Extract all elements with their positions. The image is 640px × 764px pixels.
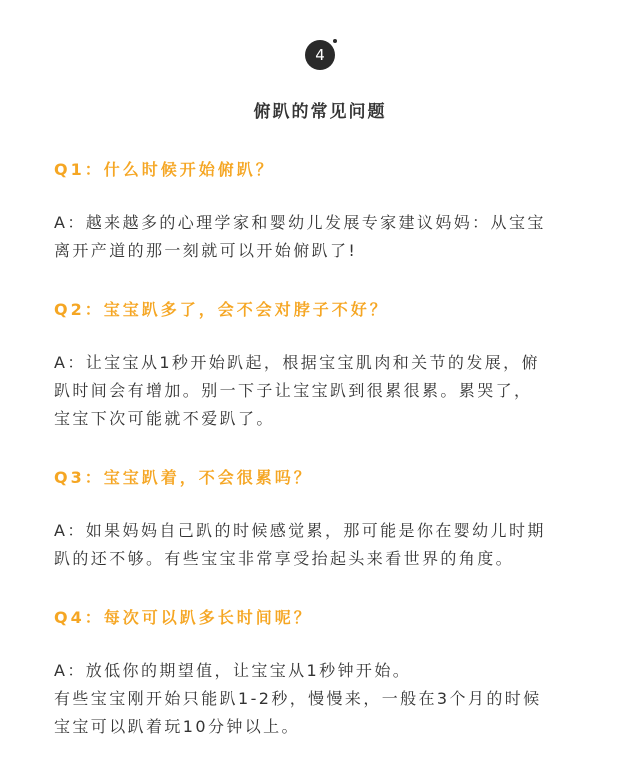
answer-line: 离开产道的那一刻就可以开始俯趴了! [54,241,358,260]
question-1: Q1：什么时候开始俯趴？ [54,160,275,179]
badge-dot-decoration [333,39,337,43]
page-title: 俯趴的常见问题 [253,102,387,122]
answer-line: 趴的还不够。有些宝宝非常享受抬起头来看世界的角度。 [54,549,515,568]
answer-1 [54,209,594,265]
answer-line: 有些宝宝刚开始只能趴1-2秒，慢慢来，一般在3个月的时候 [54,689,542,708]
answer-3 [54,517,594,573]
answer-2 [54,349,594,433]
answer-line: 趴时间会有增加。别一下子让宝宝趴到很累很累。累哭了， [54,381,533,400]
answer-line: A：让宝宝从1秒开始趴起，根据宝宝肌肉和关节的发展，俯 [54,353,540,372]
question-4: Q4：每次可以趴多长时间呢？ [54,608,313,627]
answer-line: 宝宝下次可能就不爱趴了。 [54,409,275,428]
section-number-badge [305,40,335,70]
answer-line: A：放低你的期望值，让宝宝从1秒钟开始。 [54,661,412,680]
answer-line: A：如果妈妈自己趴的时候感觉累，那可能是你在婴幼儿时期 [54,521,546,540]
question-2: Q2：宝宝趴多了，会不会对脖子不好？ [54,300,389,319]
answer-line: 宝宝可以趴着玩10分钟以上。 [54,717,300,736]
answer-line: A：越来越多的心理学家和婴幼儿发展专家建议妈妈：从宝宝 [54,213,546,232]
section-number: 4 [305,40,335,70]
question-3: Q3：宝宝趴着，不会很累吗？ [54,468,313,487]
answer-4 [54,657,594,741]
